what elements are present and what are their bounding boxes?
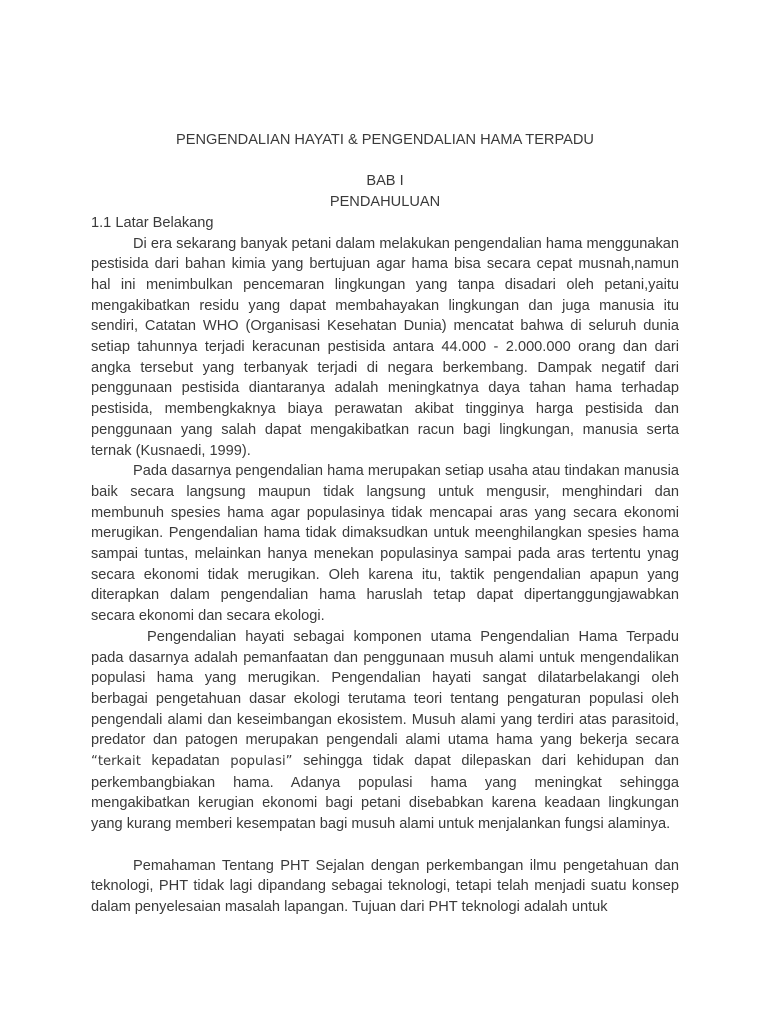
document-title: PENGENDALIAN HAYATI & PENGENDALIAN HAMA TERPADU (176, 132, 594, 148)
paragraph-3-quote-close: populasi” (230, 754, 293, 770)
paragraph-latar-belakang-2: Pada dasarnya pengendalian hama merupakan setiap usaha atau tindakan manusia baik secara langsung maupun tidak langsung untuk mengusir, menghindari dan membunuh spesies hama agar populasinya tidak mencapai aras yang secara ekonomi merugikan. Pengendalian hama tidak dimaksudkan untuk meenghilangkan spesies hama sampai tuntas, melainkan hanya menekan populasinya sampai pada aras tertentu ynag secara ekonomi tidak merugikan. Oleh karena itu, taktik pengendalian apapun yang diterapkan dalam pengendalian hama haruslah tetap dapat dipertanggungjawabkan secara ekonomi dan secara ekologi. (91, 463, 679, 625)
document-body (91, 130, 679, 918)
paragraph-3-quote-open: “terkait (91, 754, 141, 770)
paragraph-3-text-b: sehingga tidak dapat dilepaskan dari kehidupan dan perkembangbiakan hama. Adanya populasi hama yang meningkat sehingga mengakibatkan kerugian ekonomi bagi petani disebabkan karena keadaan lingkungan yang kurang memberi kesempatan bagi musuh alami untuk menjalankan fungsi alaminya. (91, 753, 679, 833)
paragraph-pemahaman-pht: Pemahaman Tentang PHT Sejalan dengan perkembangan ilmu pengetahuan dan teknologi, PHT tidak lagi dipandang sebagai teknologi, tetapi telah menjadi suatu konsep dalam penyelesaian masalah lapangan. Tujuan dari PHT teknologi adalah untuk (91, 857, 679, 915)
paragraph-latar-belakang-3 (91, 627, 679, 835)
chapter-title: PENDAHULUAN (329, 194, 441, 211)
paragraph-latar-belakang-1: Di era sekarang banyak petani dalam melakukan pengendalian hama menggunakan pestisida dari bahan kimia yang bertujuan agar hama bisa secara cepat musnah,namun hal ini menimbulkan pencemaran lingkungan yang tanpa disadari oleh petani,yaitu mengakibatkan residu yang dapat membahayakan lingkungan dan juga manusia itu sendiri, Catatan WHO (Organisasi Kesehatan Dunia) mencatat bahwa di seluruh dunia setiap tahunnya terjadi keracunan pestisida antara 44.000 - 2.000.000 orang dan dari angka tersebut yang terbanyak terjadi di negara berkembang. Dampak negatif dari penggunaan pestisida diantaranya adalah meningkatnya daya tahan hama terhadap pestisida, membengkaknya biaya perawatan akibat tingginya harga pestisida dan penggunaan yang salah dapat mengakibatkan racun bagi lingkungan, manusia serta ternak (Kusnaedi, 1999). (91, 235, 679, 459)
paragraph-spacer (91, 835, 679, 856)
title-spacer (91, 151, 679, 172)
chapter-number: BAB I (366, 173, 404, 190)
section-heading: 1.1 Latar Belakang (91, 214, 214, 231)
paragraph-3-quote-middle: kepadatan (140, 753, 231, 770)
paragraph-3-text-a: Pengendalian hayati sebagai komponen utama Pengendalian Hama Terpadu pada dasarnya adalah pemanfaatan dan penggunaan musuh alami untuk mengendalikan populasi hama yang merugikan. Pengendalian hayati sangat dilatarbelakangi oleh berbagai pengetahuan dasar ekologi terutama teori tentang pengaturan populasi oleh pengendali alami dan keseimbangan ekosistem. Musuh alami yang terdiri atas parasitoid, predator dan patogen merupakan pengendali alami utama hama yang bekerja secara (91, 628, 679, 749)
